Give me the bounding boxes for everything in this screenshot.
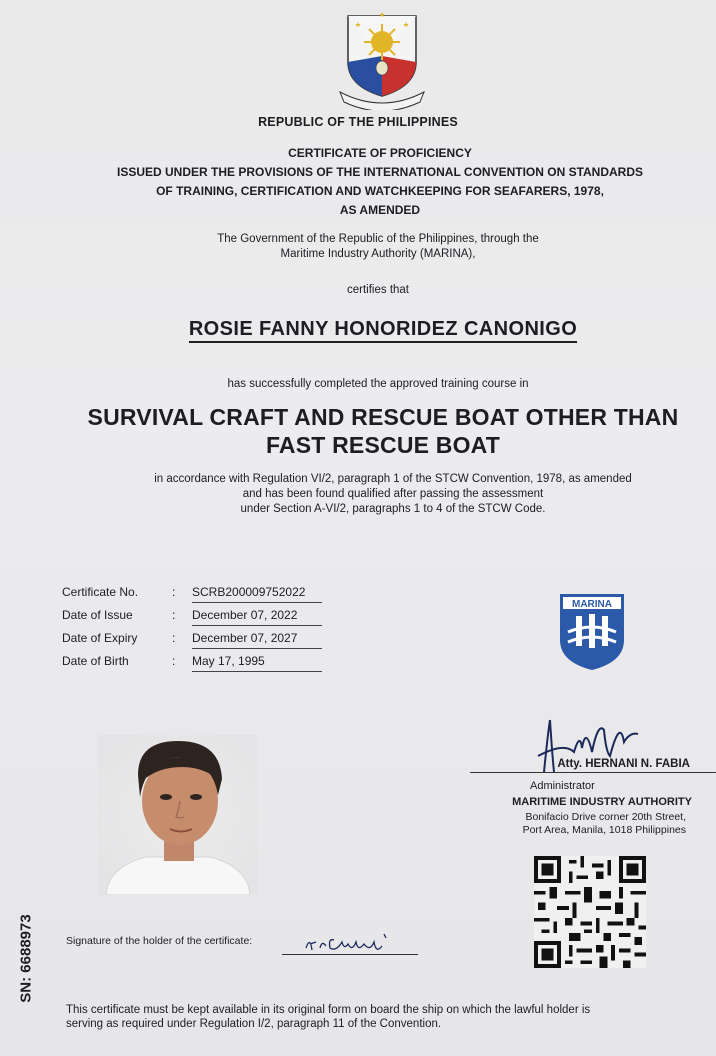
marina-logo: [558, 592, 626, 672]
keep-certificate-notice: [66, 1003, 706, 1031]
accordance-line: under Section A-VI/2, paragraphs 1 to 4 of the STCW Code.: [240, 503, 546, 515]
gov-line: The Government of the Republic of the Philippines, through the: [217, 233, 539, 245]
course-line: SURVIVAL CRAFT AND RESCUE BOAT OTHER THAN: [87, 404, 679, 430]
detail-value: May 17, 1995: [192, 654, 322, 672]
gov-line: Maritime Industry Authority (MARINA),: [280, 248, 476, 260]
philippine-seal: [334, 10, 430, 110]
signatory-block: [470, 712, 716, 842]
authority-address: [470, 811, 686, 837]
certificate-title: [40, 144, 716, 220]
detail-label: Date of Expiry: [62, 631, 138, 645]
signatory-title: Administrator: [530, 780, 595, 792]
marina-logo-text: MARINA: [572, 599, 612, 610]
accordance-line: and has been found qualified after passing the assessment: [242, 488, 544, 500]
title-line: CERTIFICATE OF PROFICIENCY: [288, 146, 472, 160]
title-line: ISSUED UNDER THE PROVISIONS OF THE INTERNATIONAL CONVENTION ON STANDARDS: [116, 165, 644, 179]
serial-number: SN: 6688973: [17, 914, 35, 1003]
government-statement: [20, 232, 716, 262]
detail-value: December 07, 2027: [192, 631, 322, 649]
address-line: Port Area, Manila, 1018 Philippines: [522, 824, 686, 836]
qr-code: [534, 856, 646, 968]
holder-signature-line: [282, 954, 418, 955]
detail-value: December 07, 2022: [192, 608, 322, 626]
course-title: [0, 403, 716, 459]
holder-signature-label: Signature of the holder of the certificate:: [66, 935, 253, 947]
title-line: AS AMENDED: [339, 203, 421, 217]
title-line: OF TRAINING, CERTIFICATION AND WATCHKEEPING FOR SEAFARERS, 1978,: [156, 184, 604, 198]
detail-label: Certificate No.: [62, 585, 139, 599]
country-heading: REPUBLIC OF THE PHILIPPINES: [258, 115, 458, 129]
certifies-text: certifies that: [347, 284, 409, 296]
notice-line: serving as required under Regulation I/2, paragraph 11 of the Convention.: [66, 1018, 442, 1030]
holder-photo: [98, 735, 258, 895]
notice-line: This certificate must be kept available in its original form on board the ship on which the lawful holder is: [66, 1004, 591, 1016]
course-line: FAST RESCUE BOAT: [265, 432, 501, 458]
detail-colon: :: [172, 654, 176, 668]
holder-signature: [300, 928, 400, 956]
detail-value: SCRB200009752022: [192, 585, 322, 603]
signatory-name: Atty. HERNANI N. FABIA: [470, 758, 716, 773]
detail-colon: :: [172, 608, 176, 622]
detail-colon: :: [172, 585, 176, 599]
detail-colon: :: [172, 631, 176, 645]
detail-label: Date of Birth: [62, 654, 129, 668]
holder-name: [0, 318, 716, 341]
accordance-text: [20, 472, 716, 517]
completed-text: has successfully completed the approved training course in: [227, 378, 529, 390]
accordance-line: in accordance with Regulation VI/2, paragraph 1 of the STCW Convention, 1978, as amended: [154, 473, 632, 485]
holder-name-text: ROSIE FANNY HONORIDEZ CANONIGO: [189, 318, 577, 343]
address-line: Bonifacio Drive corner 20th Street,: [525, 811, 686, 823]
authority-name: MARITIME INDUSTRY AUTHORITY: [512, 796, 692, 808]
detail-label: Date of Issue: [62, 608, 133, 622]
